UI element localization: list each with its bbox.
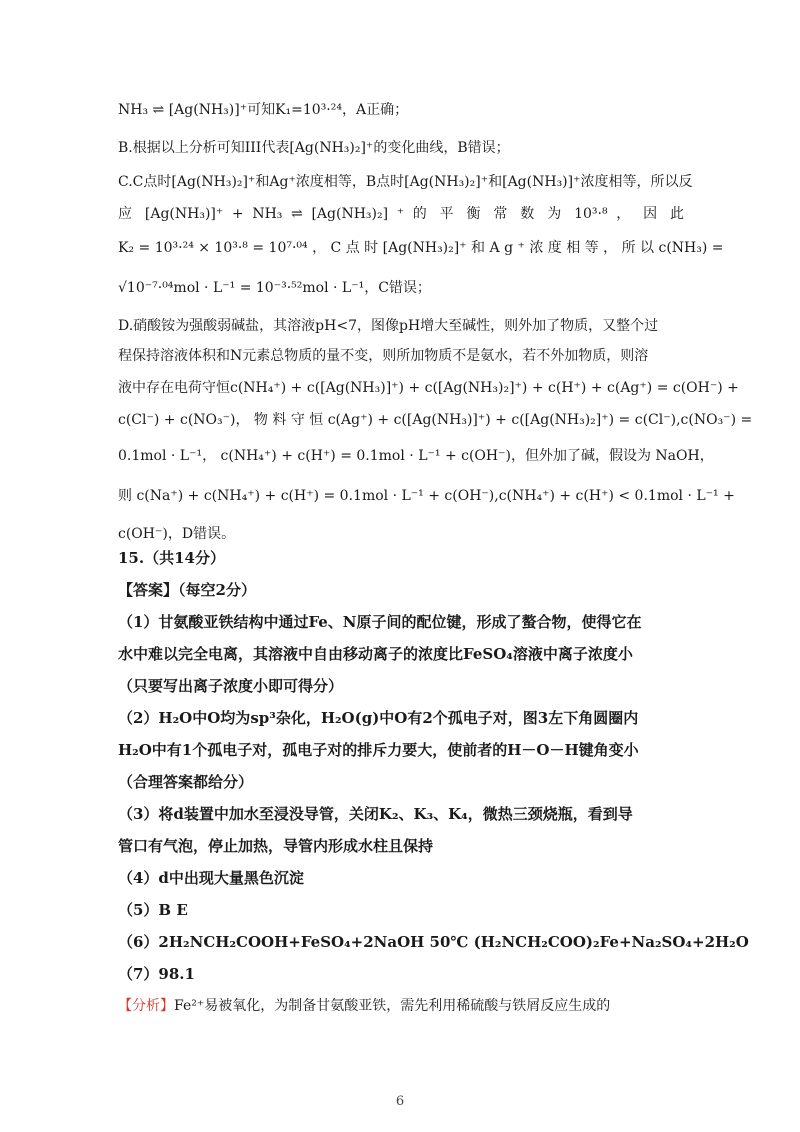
answer-line: H₂O中有1个孤电子对，孤电子对的排斥力要大，使前者的H－O－H键角变小 [118,741,639,759]
text-line: c(Cl⁻) + c(NO₃⁻)， 物 料 守 恒 c(Ag⁺) + c([Ag(NH₃)]⁺) + c([Ag(NH₃)₂]⁺) = c(Cl⁻),c(NO₃⁻) = [118,412,753,428]
answer-line: （5）B E [118,901,188,919]
text-line: B.根据以上分析可知III代表[Ag(NH₃)₂]⁺的变化曲线，B错误； [118,140,510,156]
text-line: D.硝酸铵为强酸弱碱盐，其溶液pH<7，图像pH增大至碱性，则外加了物质，又整个过 [118,318,659,334]
text-line: 程保持溶液体积和N元素总物质的量不变，则所加物质不是氨水，若不外加物质，则溶 [118,348,649,364]
answer-line: （4）d中出现大量黑色沉淀 [118,869,304,887]
text-line: 液中存在电荷守恒c(NH₄⁺) + c([Ag(NH₃)]⁺) + c([Ag(NH₃)₂]⁺) + c(H⁺) + c(Ag⁺) = c(OH⁻) + [118,380,739,396]
answer-line: （合理答案都给分） [118,773,254,791]
text-line: 0.1mol · L⁻¹， c(NH₄⁺) + c(H⁺) = 0.1mol · L⁻¹ + c(OH⁻)，但外加了碱，假设为 NaOH， [118,448,714,464]
text-line: c(OH⁻)，D错误。 [118,526,236,542]
analysis-label: 【分析】 [118,998,174,1014]
answer-line: 水中难以完全电离，其溶液中自由移动离子的浓度比FeSO₄溶液中离子浓度小 [118,645,633,663]
answer-line: （2）H₂O中O均为sp³杂化，H₂O(g)中O有2个孤电子对，图3左下角圆圈内 [118,709,639,727]
answer-line: （3）将d装置中加水至浸没导管，关闭K₂、K₃、K₄，微热三颈烧瓶，看到导 [118,805,633,823]
analysis-line [118,996,684,1016]
page-number: 6 [395,1094,405,1109]
text-line: K₂ = 10³·²⁴ × 10³·⁸ = 10⁷·⁰⁴ ， C 点 时 [Ag(NH₃)₂]⁺ 和 A g ⁺ 浓 度 相 等 ， 所 以 c(NH₃) = [118,240,724,256]
answer-line: （7）98.1 [118,965,195,983]
text-line: 则 c(Na⁺) + c(NH₄⁺) + c(H⁺) = 0.1mol · L⁻¹ + c(OH⁻),c(NH₄⁺) + c(H⁺) < 0.1mol · L⁻¹ + [118,488,735,504]
answer-line: （1）甘氨酸亚铁结构中通过Fe、N原子间的配位键，形成了螯合物，使得它在 [118,613,642,631]
text-line: 应 [Ag(NH₃)]⁺ + NH₃ ⇌ [Ag(NH₃)₂] ⁺ 的 平 衡 常 数 为 10³·⁸ ， 因 此 [118,206,684,222]
question-heading: 15.（共14分） [118,549,225,567]
text-line: C.C点时[Ag(NH₃)₂]⁺和Ag⁺浓度相等，B点时[Ag(NH₃)₂]⁺和[Ag(NH₃)]⁺浓度相等，所以反 [118,174,693,190]
answer-line: （只要写出离子浓度小即可得分） [118,677,344,695]
analysis-text: Fe²⁺易被氧化，为制备甘氨酸亚铁，需先利用稀硫酸与铁屑反应生成的 [174,998,611,1014]
answer-line: 管口有气泡，停止加热，导管内形成水柱且保持 [118,837,434,855]
text-line: √10⁻⁷·⁰⁴mol · L⁻¹ = 10⁻³·⁵²mol · L⁻¹，C错误； [118,280,431,296]
reaction-equation: （6）2H₂NCH₂COOH+FeSO₄+2NaOH 50℃ (H₂NCH₂COO)₂Fe+Na₂SO₄+2H₂O [118,933,749,951]
answer-heading: 【答案】（每空2分） [118,581,256,599]
text-line: NH₃ ⇌ [Ag(NH₃)]⁺可知K₁=10³·²⁴，A正确； [118,102,409,118]
